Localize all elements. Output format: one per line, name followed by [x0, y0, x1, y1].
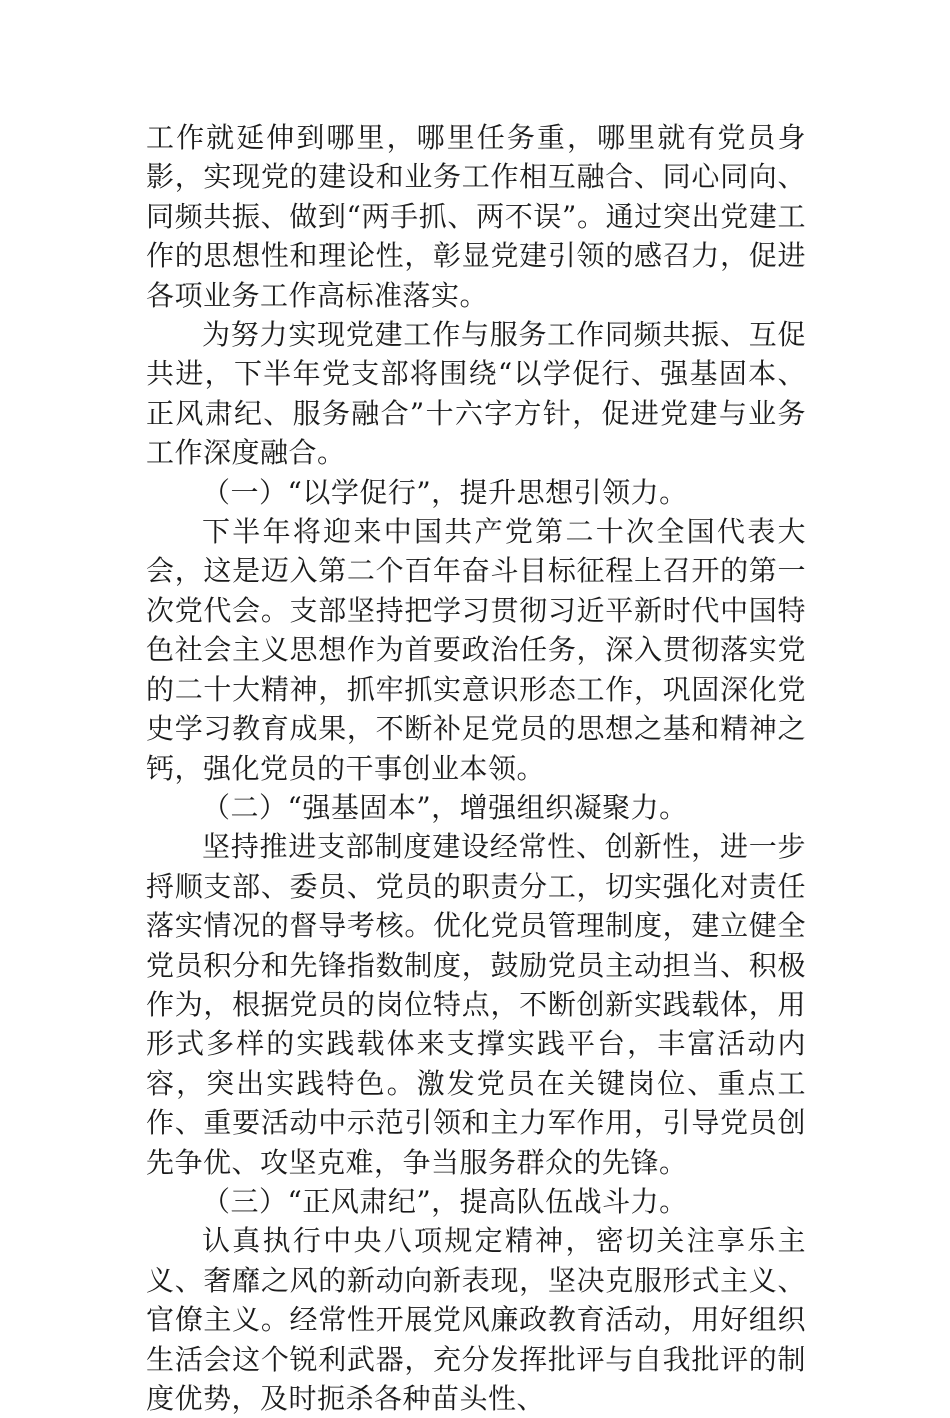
section-heading: （一）“以学促行”，提升思想引领力。: [202, 475, 688, 509]
document-page: [146, 118, 806, 1418]
body-paragraph: 认真执行中央八项规定精神，密切关注享乐主义、奢靡之风的新动向新表现，坚决克服形式主义、官僚主义。经常性开展党风廉政教育活动，用好组织生活会这个锐利武器，充分发挥批评与自我批评的制度优势，及时扼杀各种苗头性、: [146, 1224, 806, 1415]
body-paragraph: 工作就延伸到哪里，哪里任务重，哪里就有党员身影，实现党的建设和业务工作相互融合、同心同向、同频共振、做到“两手抓、两不误”。通过突出党建工作的思想性和理论性，彰显党建引领的感召力，促进各项业务工作高标准落实。: [146, 121, 806, 312]
body-paragraph: 坚持推进支部制度建设经常性、创新性，进一步捋顺支部、委员、党员的职责分工，切实强化对责任落实情况的督导考核。优化党员管理制度，建立健全党员积分和先锋指数制度，鼓励党员主动担当、积极作为，根据党员的岗位特点，不断创新实践载体，用形式多样的实践载体来支撑实践平台，丰富活动内容，突出实践特色。激发党员在关键岗位、重点工作、重要活动中示范引领和主力军作用，引导党员创先争优、攻坚克难，争当服务群众的先锋。: [146, 830, 806, 1179]
section-heading: （二）“强基固本”，增强组织凝聚力。: [202, 790, 688, 824]
section-heading: （三）“正风肃纪”，提高队伍战斗力。: [202, 1184, 688, 1218]
body-paragraph: 下半年将迎来中国共产党第二十次全国代表大会，这是迈入第二个百年奋斗目标征程上召开的第一次党代会。支部坚持把学习贯彻习近平新时代中国特色社会主义思想作为首要政治任务，深入贯彻落实党的二十大精神，抓牢抓实意识形态工作，巩固深化党史学习教育成果，不断补足党员的思想之基和精神之钙，强化党员的干事创业本领。: [146, 515, 806, 785]
body-paragraph: 为努力实现党建工作与服务工作同频共振、互促共进，下半年党支部将围绕“以学促行、强基固本、正风肃纪、服务融合”十六字方针，促进党建与业务工作深度融合。: [146, 318, 806, 470]
